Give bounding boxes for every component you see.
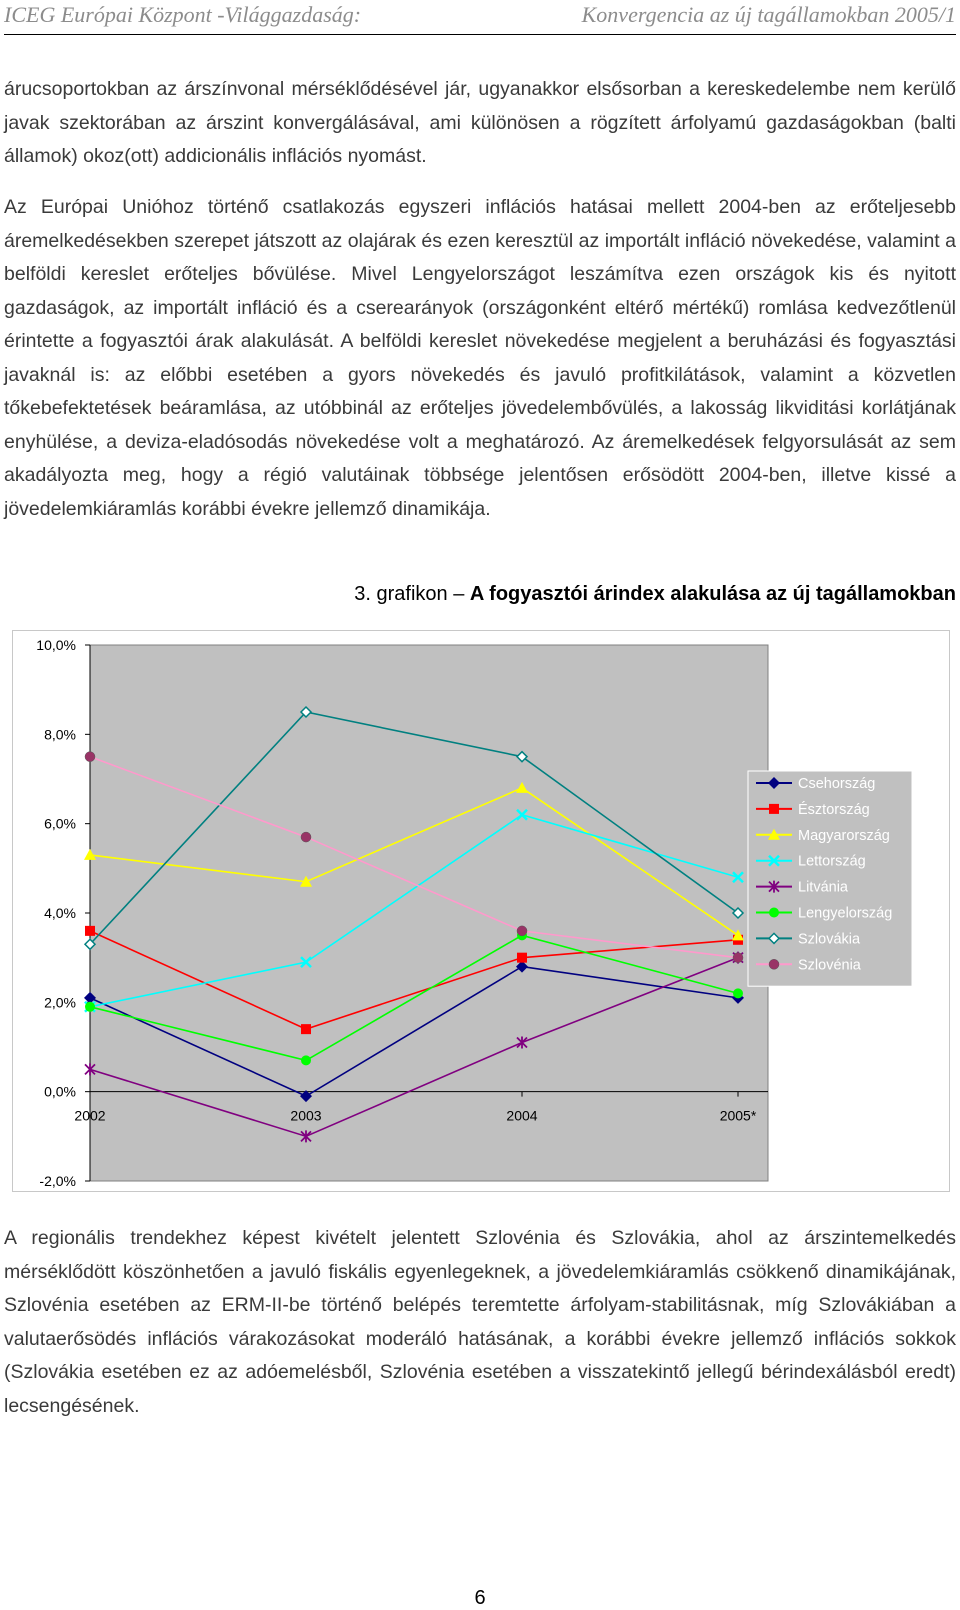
running-header [4, 0, 956, 35]
legend-label: Szlovénia [798, 957, 861, 974]
legend-marker [769, 908, 779, 918]
paragraph-2: Az Európai Unióhoz történő csatlakozás egyszeri inflációs hatásai mellett 2004-ben az erőteljesebb áremelkedésekben szerepet játszott az olajárak és ezen keresztül az importált infláció növekedése, valamint a belföldi kereslet erőteljes bővülése. Mivel Lengyelországot leszámítva ezen országok kis és nyitott gazdaságok, az importált infláció és a cserearányok (országonként eltérő mértékű) romlása kedvezőtlenül érintette a fogyasztói árak alakulását. A belföldi kereslet növekedése megjelent a beruházási és fogyasztási javaknál is: az előbbi esetében a gyors növekedés és javuló profitkilátások, valamint a közvetlen tőkebefektetések beáramlása, az utóbbinál az erőteljes jövedelembővülés, a lakosság likviditási korlátjának enyhülése, a deviza-eladósodás növekedése volt a meghatározó. Az áremelkedések felgyorsulását az sem akadályozta meg, hogy a régió valutáinak többsége jelentősen erősödött 2004-ben, illetve kissé a jövedelemkiáramlás korábbi évekre jellemző dinamikája. [4, 196, 956, 520]
legend-label: Csehország [798, 776, 876, 792]
figure-caption [354, 583, 956, 606]
data-point [85, 926, 95, 936]
data-point [301, 1024, 311, 1034]
page-number: 6 [474, 1587, 486, 1609]
x-tick-label: 2004 [506, 1107, 538, 1124]
data-point [517, 953, 527, 963]
header-right-text: Konvergencia az új tagállamokban 2005/1 [581, 2, 956, 27]
legend-label: Lettország [798, 853, 866, 870]
y-tick-label: 6,0% [44, 815, 76, 832]
paragraph-3: A regionális trendekhez képest kivételt jelentett Szlovénia és Szlovákia, ahol az árszintemelkedés mérséklődött köszönhetően a javuló fiskális egyenlegeknek, a jövedelemkiáramlás csökkenő dinamikájának, Szlovénia esetében az ERM-II-be történő belépés teremtette árfolyam-stabilitásnak, míg Szlovákiában a valutaerősödés inflációs várakozásokat moderáló hatásának, a korábbi évekre jellemző inflációs sokkok (Szlovákia esetében ez az adóemelésből, Szlovénia esetében a visszatekintő jellegű bérindexálásból eredt) lecsengésének. [4, 1227, 956, 1417]
legend-label: Észtország [798, 801, 870, 818]
legend-marker [769, 804, 779, 814]
legend-label: Litvánia [798, 879, 848, 896]
data-point [517, 926, 527, 936]
data-point [85, 1002, 95, 1012]
legend-label: Lengyelország [798, 905, 893, 922]
x-tick-label: 2003 [290, 1107, 322, 1124]
header-left-text: ICEG Európai Központ -Világgazdaság: [4, 2, 362, 27]
y-tick-label: 2,0% [44, 994, 76, 1011]
y-tick-label: 8,0% [44, 726, 76, 743]
caption-title: A fogyasztói árindex alakulása az új tagállamokban [469, 583, 956, 605]
data-point [301, 832, 311, 842]
paragraph-1: árucsoportokban az árszínvonal mérséklődésével jár, ugyanakkor elsősorban a kereskedelembe nem kerülő javak szektorában az árszint konvergálásával, ami különösen a rögzített árfolyamú gazdaságokban (balti államok) okoz(ott) addicionális inflációs nyomást. [4, 78, 956, 167]
legend-label: Szlovákia [798, 931, 861, 948]
y-tick-label: 0,0% [44, 1083, 76, 1100]
x-tick-label: 2002 [74, 1107, 106, 1124]
legend-label: Magyarország [798, 827, 890, 844]
data-point [733, 988, 743, 998]
caption-number: 3. grafikon – [354, 583, 470, 605]
data-point [85, 752, 95, 762]
y-tick-label: -2,0% [39, 1173, 76, 1189]
legend-marker [769, 959, 779, 969]
data-point [301, 1055, 311, 1065]
data-point [733, 953, 743, 963]
y-tick-label: 4,0% [44, 905, 76, 921]
x-tick-label: 2005* [719, 1107, 757, 1124]
cpi-line-chart [12, 630, 950, 1192]
chart-svg [13, 631, 949, 1191]
y-tick-label: 10,0% [36, 637, 76, 653]
